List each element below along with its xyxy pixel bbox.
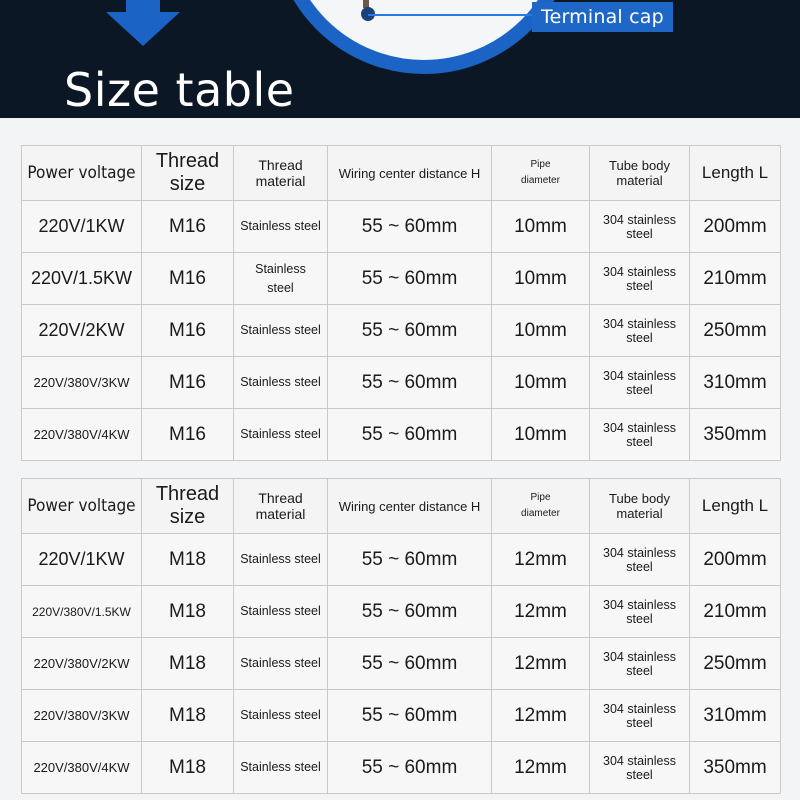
- table-header-row: [22, 479, 781, 534]
- cell-length: 310mm: [690, 357, 781, 409]
- cell-thread-size: M16: [142, 409, 234, 461]
- cell-thread-size: M16: [142, 305, 234, 357]
- cell-length: 350mm: [690, 409, 781, 461]
- header-length: Length L: [690, 479, 781, 534]
- cell-tube-body-material: 304 stainless steel: [590, 690, 690, 742]
- header-power-voltage: Power voltage: [22, 146, 142, 201]
- cell-pipe-diameter: 10mm: [492, 357, 590, 409]
- cell-wiring-center-distance: 55 ~ 60mm: [328, 742, 492, 794]
- terminal-cap-label: Terminal cap: [532, 2, 673, 32]
- cell-length: 350mm: [690, 742, 781, 794]
- cell-tube-body-material: 304 stainless steel: [590, 305, 690, 357]
- cell-thread-material: Stainless steel: [234, 534, 328, 586]
- cell-power-voltage: 220V/380V/3KW: [22, 357, 142, 409]
- table-row: [22, 201, 781, 253]
- table-row: [22, 534, 781, 586]
- cell-thread-material: Stainless steel: [234, 638, 328, 690]
- down-arrow-icon: [104, 0, 182, 48]
- cell-thread-size: M16: [142, 201, 234, 253]
- cell-thread-material: Stainless steel: [234, 201, 328, 253]
- cell-thread-material: Stainless steel: [234, 742, 328, 794]
- header-pipe-diameter: Pipe diameter: [492, 146, 590, 201]
- cell-thread-material: Stainless steel: [234, 305, 328, 357]
- cell-pipe-diameter: 10mm: [492, 201, 590, 253]
- table-row: [22, 638, 781, 690]
- header-thread-size: Thread size: [142, 479, 234, 534]
- cell-thread-size: M18: [142, 638, 234, 690]
- header-tube-body-material: Tube body material: [590, 479, 690, 534]
- header-thread-material: Thread material: [234, 146, 328, 201]
- main-content: [0, 118, 800, 800]
- table-row: [22, 409, 781, 461]
- size-table-m16: [21, 145, 781, 461]
- cell-pipe-diameter: 12mm: [492, 586, 590, 638]
- cell-thread-material: Stainless steel: [234, 357, 328, 409]
- cell-pipe-diameter: 12mm: [492, 742, 590, 794]
- header-pipe-diameter: Pipe diameter: [492, 479, 590, 534]
- cell-length: 250mm: [690, 305, 781, 357]
- cell-tube-body-material: 304 stainless steel: [590, 201, 690, 253]
- cell-wiring-center-distance: 55 ~ 60mm: [328, 357, 492, 409]
- cell-power-voltage: 220V/380V/4KW: [22, 409, 142, 461]
- terminal-pin-icon: [355, 0, 381, 24]
- cell-length: 310mm: [690, 690, 781, 742]
- table-row: [22, 690, 781, 742]
- table-header-row: [22, 146, 781, 201]
- cell-wiring-center-distance: 55 ~ 60mm: [328, 201, 492, 253]
- cell-pipe-diameter: 10mm: [492, 305, 590, 357]
- cell-power-voltage: 220V/380V/2KW: [22, 638, 142, 690]
- cell-wiring-center-distance: 55 ~ 60mm: [328, 253, 492, 305]
- cell-thread-size: M16: [142, 357, 234, 409]
- table-row: [22, 305, 781, 357]
- size-table-m18: [21, 478, 781, 794]
- cell-thread-material: Stainless steel: [234, 586, 328, 638]
- cell-thread-material: Stainless steel: [234, 409, 328, 461]
- cell-tube-body-material: 304 stainless steel: [590, 357, 690, 409]
- cell-pipe-diameter: 12mm: [492, 690, 590, 742]
- cell-pipe-diameter: 12mm: [492, 638, 590, 690]
- cell-power-voltage: 220V/2KW: [22, 305, 142, 357]
- cell-length: 200mm: [690, 201, 781, 253]
- cell-pipe-diameter: 10mm: [492, 409, 590, 461]
- callout-leader-line: [368, 14, 536, 16]
- cell-power-voltage: 220V/1KW: [22, 201, 142, 253]
- header-wiring-center-distance: Wiring center distance H: [328, 146, 492, 201]
- table-row: [22, 586, 781, 638]
- cell-length: 210mm: [690, 586, 781, 638]
- cell-thread-size: M18: [142, 742, 234, 794]
- cell-wiring-center-distance: 55 ~ 60mm: [328, 409, 492, 461]
- cell-power-voltage: 220V/380V/4KW: [22, 742, 142, 794]
- cell-tube-body-material: 304 stainless steel: [590, 742, 690, 794]
- cell-thread-size: M18: [142, 690, 234, 742]
- cell-tube-body-material: 304 stainless steel: [590, 638, 690, 690]
- cell-tube-body-material: 304 stainless steel: [590, 586, 690, 638]
- cell-thread-size: M18: [142, 586, 234, 638]
- table-row: [22, 357, 781, 409]
- header-thread-size: Thread size: [142, 146, 234, 201]
- header-length: Length L: [690, 146, 781, 201]
- cell-thread-material: Stainless steel: [234, 253, 328, 305]
- table-row: [22, 742, 781, 794]
- cell-tube-body-material: 304 stainless steel: [590, 534, 690, 586]
- cell-thread-size: M16: [142, 253, 234, 305]
- header-tube-body-material: Tube body material: [590, 146, 690, 201]
- cell-thread-size: M18: [142, 534, 234, 586]
- cell-pipe-diameter: 10mm: [492, 253, 590, 305]
- cell-length: 210mm: [690, 253, 781, 305]
- cell-wiring-center-distance: 55 ~ 60mm: [328, 534, 492, 586]
- header-power-voltage: Power voltage: [22, 479, 142, 534]
- cell-tube-body-material: 304 stainless steel: [590, 253, 690, 305]
- header-banner: [0, 0, 800, 118]
- cell-pipe-diameter: 12mm: [492, 534, 590, 586]
- header-thread-material: Thread material: [234, 479, 328, 534]
- cell-wiring-center-distance: 55 ~ 60mm: [328, 305, 492, 357]
- cell-power-voltage: 220V/380V/3KW: [22, 690, 142, 742]
- cell-power-voltage: 220V/1.5KW: [22, 253, 142, 305]
- cell-power-voltage: 220V/380V/1.5KW: [22, 586, 142, 638]
- cell-thread-material: Stainless steel: [234, 690, 328, 742]
- cell-wiring-center-distance: 55 ~ 60mm: [328, 586, 492, 638]
- product-detail-circle: [272, 0, 576, 74]
- cell-power-voltage: 220V/1KW: [22, 534, 142, 586]
- table-row: [22, 253, 781, 305]
- cell-length: 200mm: [690, 534, 781, 586]
- page-title: Size table: [64, 63, 295, 117]
- header-wiring-center-distance: Wiring center distance H: [328, 479, 492, 534]
- cell-length: 250mm: [690, 638, 781, 690]
- cell-wiring-center-distance: 55 ~ 60mm: [328, 690, 492, 742]
- cell-wiring-center-distance: 55 ~ 60mm: [328, 638, 492, 690]
- cell-tube-body-material: 304 stainless steel: [590, 409, 690, 461]
